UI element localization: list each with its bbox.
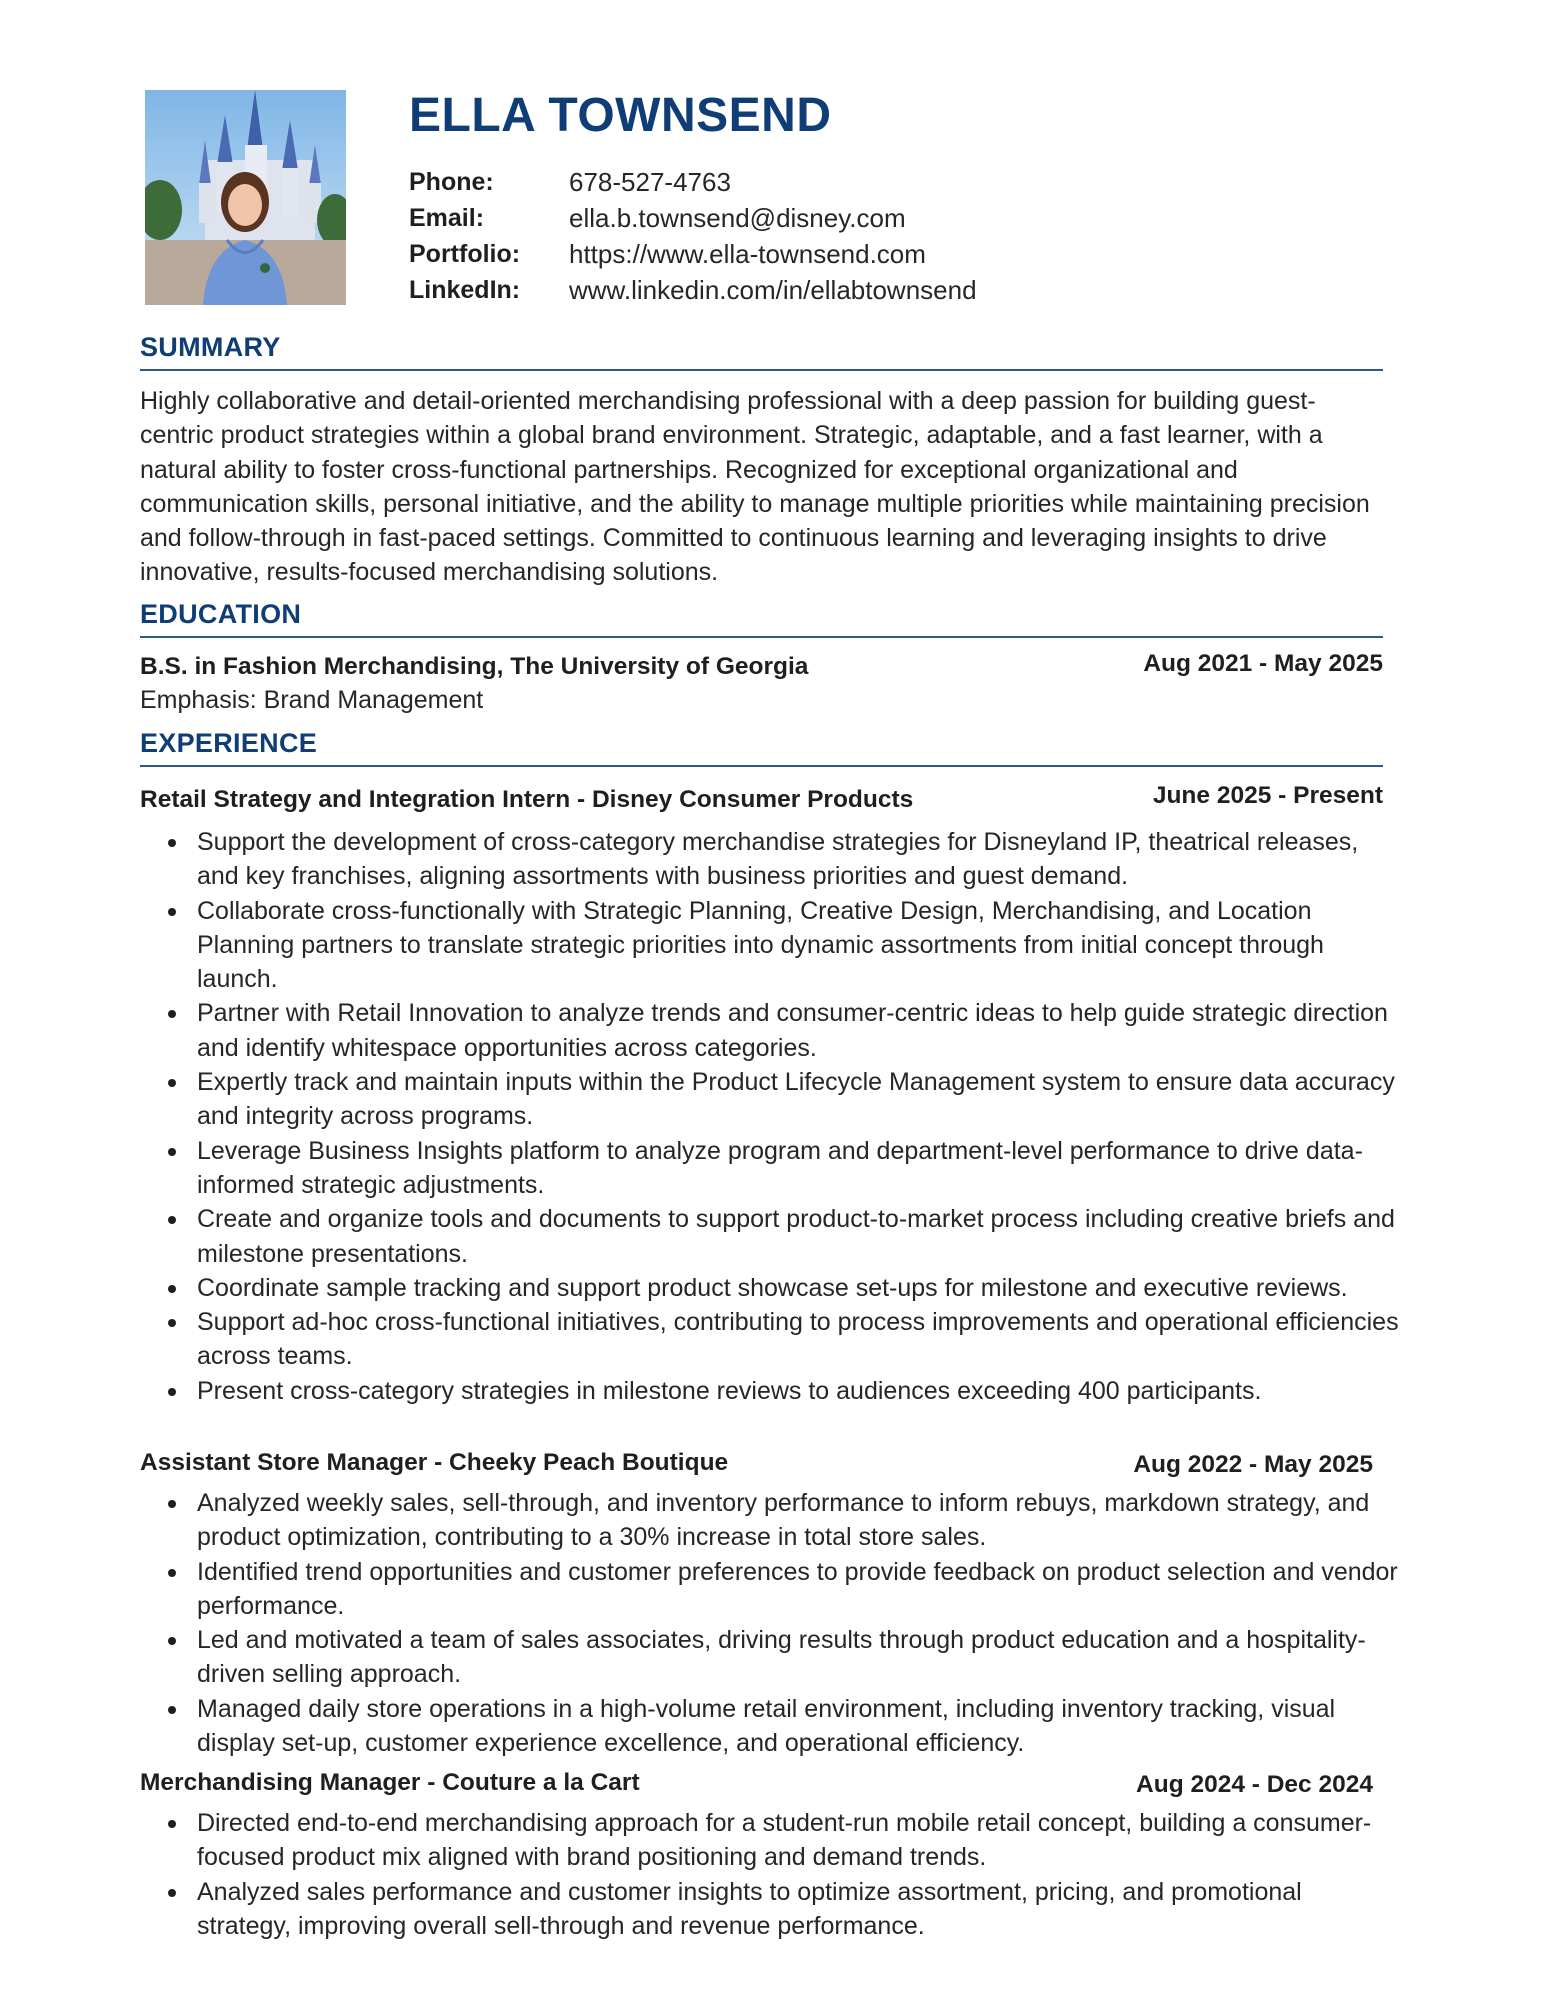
phone-value: 678-527-4763 [569, 166, 731, 197]
bullet-item: Leverage Business Insights platform to analyze program and department-level performance to drive data-informed strategic adjustments. [140, 1134, 1402, 1203]
contact-linkedin [409, 272, 1409, 308]
bullet-item: Coordinate sample tracking and support product showcase set-ups for milestone and executive reviews. [140, 1271, 1402, 1305]
profile-photo [145, 90, 346, 305]
job-dates-3: Aug 2024 - Dec 2024 [1136, 1771, 1373, 1798]
job-dates-1: June 2025 - Present [1152, 782, 1383, 809]
degree-title: B.S. in Fashion Merchandising, The University of Georgia [140, 653, 809, 680]
bullet-item: Partner with Retail Innovation to analyze trends and consumer-centric ideas to help guide strategic direction and identify whitespace opportunities across categories. [140, 996, 1402, 1065]
email-value[interactable]: ella.b.townsend@disney.com [569, 202, 906, 233]
education-emphasis: Emphasis: Brand Management [140, 686, 484, 714]
bullet-item: Create and organize tools and documents to support product-to-market process including creative briefs and milestone presentations. [140, 1202, 1402, 1271]
linkedin-link[interactable]: www.linkedin.com/in/ellabtownsend [569, 274, 977, 305]
job-title-2: Assistant Store Manager - Cheeky Peach Boutique [140, 1449, 729, 1476]
contact-label: LinkedIn: [409, 275, 521, 304]
contact-email [409, 200, 1409, 236]
job-bullets-2 [140, 1486, 1400, 1760]
job-title-3: Merchandising Manager - Couture a la Cart [140, 1769, 640, 1796]
summary-section-header [140, 331, 1383, 371]
job-title-1: Retail Strategy and Integration Intern - Disney Consumer Products [140, 786, 914, 813]
education-dates: Aug 2021 - May 2025 [1143, 650, 1383, 677]
bullet-item: Managed daily store operations in a high-volume retail environment, including inventory tracking, visual display set-up, customer experience excellence, and operational efficiency. [140, 1692, 1402, 1761]
bullet-item: Analyzed weekly sales, sell-through, and inventory performance to inform rebuys, markdown strategy, and product optimization, contributing to a 30% increase in total store sales. [140, 1486, 1402, 1555]
section-title: EDUCATION [140, 599, 302, 629]
education-section-header [140, 598, 1383, 638]
job-bullets-1 [140, 825, 1400, 1408]
bullet-item: Analyzed sales performance and customer insights to optimize assortment, pricing, and promotional strategy, improving overall sell-through and revenue performance. [140, 1875, 1402, 1944]
job-dates-2: Aug 2022 - May 2025 [1133, 1451, 1373, 1478]
section-title: SUMMARY [140, 332, 281, 362]
experience-section-header [140, 727, 1383, 767]
bullet-item: Present cross-category strategies in milestone reviews to audiences exceeding 400 participants. [140, 1374, 1402, 1408]
contact-portfolio [409, 236, 1409, 272]
contact-phone [409, 164, 1409, 200]
job-bullets-3 [140, 1806, 1400, 1943]
bullet-item: Directed end-to-end merchandising approach for a student-run mobile retail concept, building a consumer-focused product mix aligned with brand positioning and demand trends. [140, 1806, 1402, 1875]
candidate-name: ELLA TOWNSEND [409, 89, 832, 142]
summary-text: Highly collaborative and detail-oriented merchandising professional with a deep passion for building guest-centric product strategies within a global brand environment. Strategic, adaptable, and a fast learner, with a natural ability to foster cross-functional partnerships. Recognized for exceptional organizational and communication skills, personal initiative, and the ability to manage multiple priorities while maintaining precision and follow-through in fast-paced settings. Committed to continuous learning and leveraging insights to drive innovative, results-focused merchandising solutions. [140, 387, 1370, 587]
bullet-item: Support ad-hoc cross-functional initiatives, contributing to process improvements and operational efficiencies across teams. [140, 1305, 1402, 1374]
portfolio-link[interactable]: https://www.ella-townsend.com [569, 238, 926, 269]
bullet-item: Identified trend opportunities and customer preferences to provide feedback on product selection and vendor performance. [140, 1555, 1402, 1624]
contact-label: Phone: [409, 167, 494, 196]
bullet-item: Expertly track and maintain inputs within the Product Lifecycle Management system to ensure data accuracy and integrity across programs. [140, 1065, 1402, 1134]
bullet-item: Collaborate cross-functionally with Strategic Planning, Creative Design, Merchandising, and Location Planning partners to translate strategic priorities into dynamic assortments from initial concept through launch. [140, 894, 1402, 997]
contact-label: Portfolio: [409, 239, 521, 268]
bullet-item: Led and motivated a team of sales associates, driving results through product education and a hospitality-driven selling approach. [140, 1623, 1402, 1692]
section-title: EXPERIENCE [140, 728, 318, 758]
bullet-item: Support the development of cross-category merchandise strategies for Disneyland IP, theatrical releases, and key franchises, aligning assortments with business priorities and guest demand. [140, 825, 1402, 894]
contact-info [409, 164, 1409, 308]
contact-label: Email: [409, 203, 485, 232]
header [409, 86, 1409, 308]
